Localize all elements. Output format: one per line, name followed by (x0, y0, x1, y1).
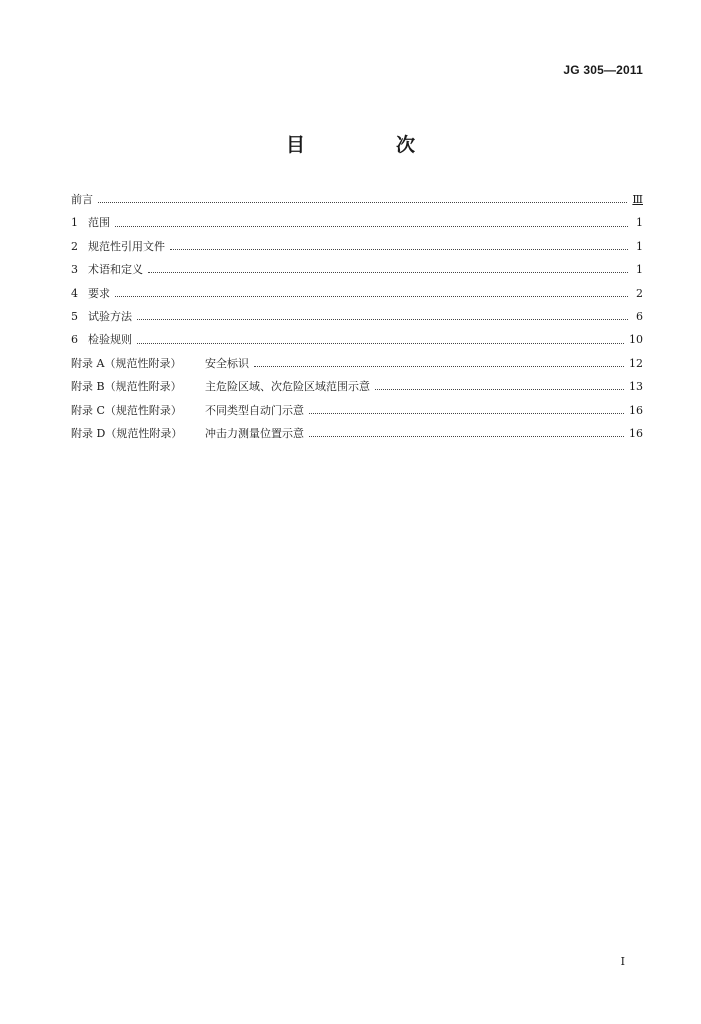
toc-entry-label: 术语和定义 (88, 263, 143, 277)
toc-entry-label: 要求 (88, 286, 110, 300)
toc-entry-page: Ⅲ (632, 193, 643, 206)
toc-entry-page: 2 (636, 286, 643, 300)
toc-entry-label: 前言 (71, 193, 93, 206)
toc-annex-designation: 附录 C（规范性附录） (71, 403, 182, 417)
toc-entry-annex-d[interactable] (71, 422, 643, 445)
table-of-contents (71, 188, 643, 445)
toc-leader-dots (375, 389, 624, 390)
toc-entry-label: 安全标识 (205, 356, 249, 370)
toc-entry-page: 1 (636, 263, 643, 277)
toc-annex-designation: 附录 D（规范性附录） (71, 426, 183, 440)
toc-entry-label: 规范性引用文件 (88, 239, 165, 253)
toc-entry-inspection-rules[interactable] (71, 328, 643, 351)
toc-entry-label: 试验方法 (88, 309, 132, 323)
toc-leader-dots (115, 296, 628, 297)
toc-entry-page: 16 (629, 426, 643, 440)
toc-leader-dots (137, 319, 628, 320)
toc-leader-dots (98, 202, 627, 203)
toc-entry-page: 16 (629, 403, 643, 417)
toc-entry-page: 13 (629, 380, 643, 394)
standard-number: JG 305—2011 (563, 63, 643, 77)
toc-entry-annex-a[interactable] (71, 352, 643, 375)
toc-entry-terms-definitions[interactable] (71, 258, 643, 281)
toc-annex-designation: 附录 A（规范性附录） (71, 356, 182, 370)
toc-entry-test-methods[interactable] (71, 305, 643, 328)
page-folio: I (620, 955, 625, 968)
toc-leader-dots (137, 343, 624, 344)
toc-entry-number: 6 (71, 333, 78, 347)
toc-entry-annex-b[interactable] (71, 375, 643, 398)
toc-leader-dots (309, 436, 624, 437)
page-title: 目 次 (285, 134, 451, 156)
toc-entry-annex-c[interactable] (71, 399, 643, 422)
toc-entry-label: 不同类型自动门示意 (205, 403, 304, 417)
toc-entry-label: 范围 (88, 216, 110, 230)
toc-leader-dots (170, 249, 628, 250)
toc-entry-number: 2 (71, 239, 78, 253)
toc-leader-dots (115, 226, 628, 227)
toc-leader-dots (148, 272, 628, 273)
toc-entry-label: 冲击力测量位置示意 (205, 426, 304, 440)
toc-entry-number: 3 (71, 263, 78, 277)
toc-entry-label: 主危险区域、次危险区域范围示意 (205, 380, 370, 394)
toc-entry-page: 12 (629, 356, 643, 370)
toc-entry-page: 6 (636, 309, 643, 323)
toc-entry-number: 4 (71, 286, 78, 300)
toc-entry-foreword[interactable] (71, 188, 643, 211)
toc-leader-dots (309, 413, 624, 414)
toc-entry-number: 5 (71, 309, 78, 323)
toc-entry-label: 检验规则 (88, 333, 132, 347)
toc-entry-page: 1 (636, 216, 643, 230)
toc-leader-dots (254, 366, 624, 367)
toc-entry-requirements[interactable] (71, 282, 643, 305)
toc-entry-page: 10 (629, 333, 643, 347)
toc-annex-designation: 附录 B（规范性附录） (71, 380, 182, 394)
toc-entry-page: 1 (636, 239, 643, 253)
toc-entry-normative-references[interactable] (71, 235, 643, 258)
toc-entry-number: 1 (71, 216, 78, 230)
toc-entry-scope[interactable] (71, 211, 643, 234)
